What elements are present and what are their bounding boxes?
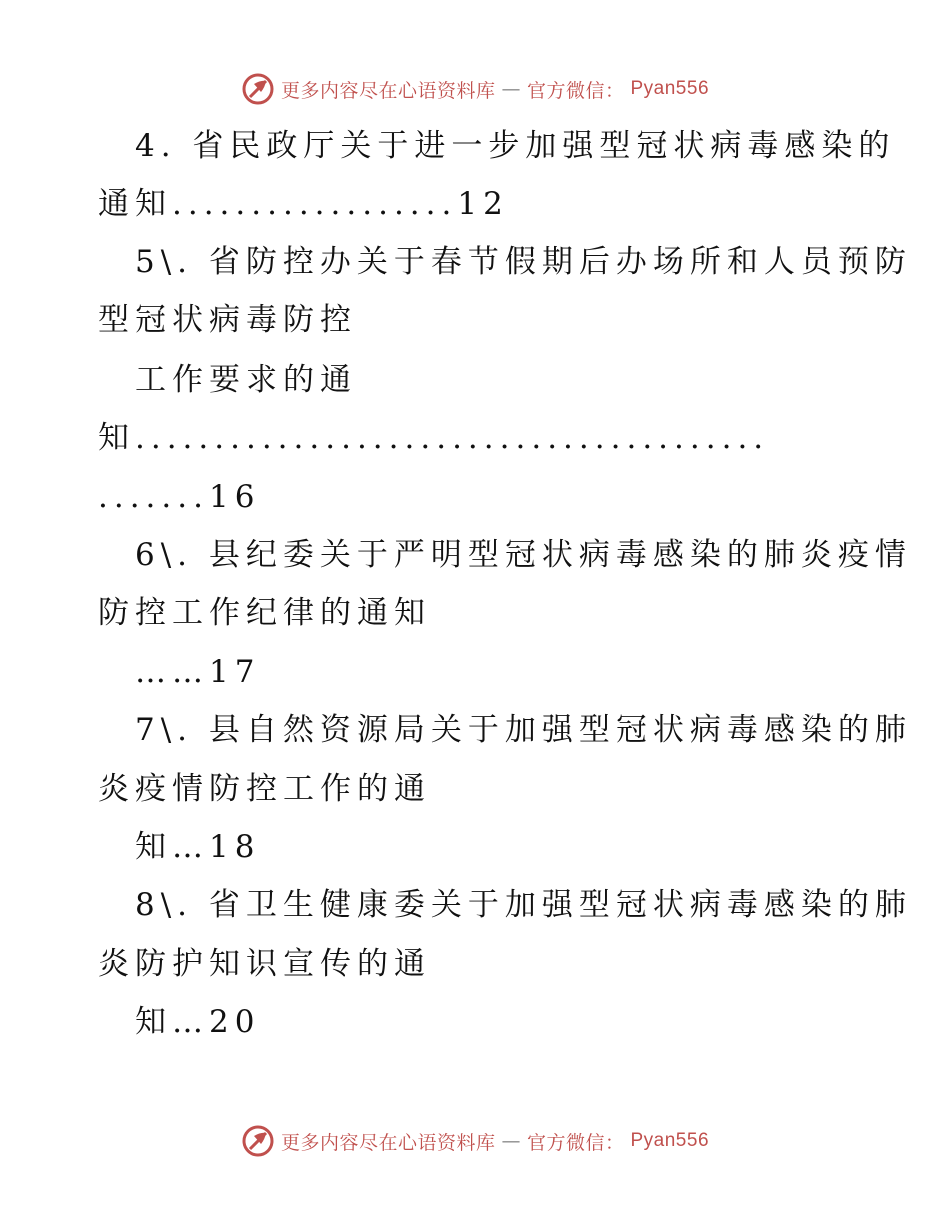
- toc-line: .......16: [98, 479, 261, 515]
- toc-line: 防控工作纪律的通知: [98, 595, 431, 631]
- toc-line: 炎疫情防控工作的通: [98, 771, 431, 807]
- watermark-label: 官方微信：: [526, 79, 625, 102]
- toc-line: 6\. 县纪委关于严明型冠状病毒感染的肺炎疫情: [135, 537, 912, 573]
- header-watermark: [0, 72, 950, 106]
- toc-line: 5\. 省防控办关于春节假期后办场所和人员预防: [135, 244, 912, 280]
- toc-line: 知........................................: [98, 420, 770, 456]
- toc-line: 工作要求的通: [135, 362, 357, 398]
- toc-line: 8\. 省卫生健康委关于加强型冠状病毒感染的肺: [135, 887, 912, 923]
- feather-logo-icon: [241, 1124, 275, 1158]
- toc-line: 4. 省民政厅关于进一步加强型冠状病毒感染的: [135, 128, 896, 164]
- watermark-handle: Pyan556: [630, 1130, 710, 1151]
- toc-line: 炎防护知识宣传的通: [98, 946, 431, 982]
- feather-logo-icon: [241, 72, 275, 106]
- toc-line: ……17: [135, 654, 261, 690]
- toc-line: 型冠状病毒防控: [98, 302, 357, 338]
- toc-line: 通知..................12: [98, 186, 509, 222]
- toc-line: 知…18: [135, 829, 261, 865]
- watermark-handle: Pyan556: [630, 78, 710, 99]
- watermark-dash: —: [501, 78, 521, 100]
- toc-line: 知…20: [135, 1004, 261, 1040]
- watermark-label: 官方微信：: [526, 1131, 625, 1154]
- toc-line: 7\. 县自然资源局关于加强型冠状病毒感染的肺: [135, 712, 912, 748]
- footer-watermark: [0, 1124, 950, 1158]
- watermark-dash: —: [501, 1130, 521, 1152]
- watermark-text: 更多内容尽在心语资料库: [280, 79, 496, 102]
- watermark-text: 更多内容尽在心语资料库: [280, 1131, 496, 1154]
